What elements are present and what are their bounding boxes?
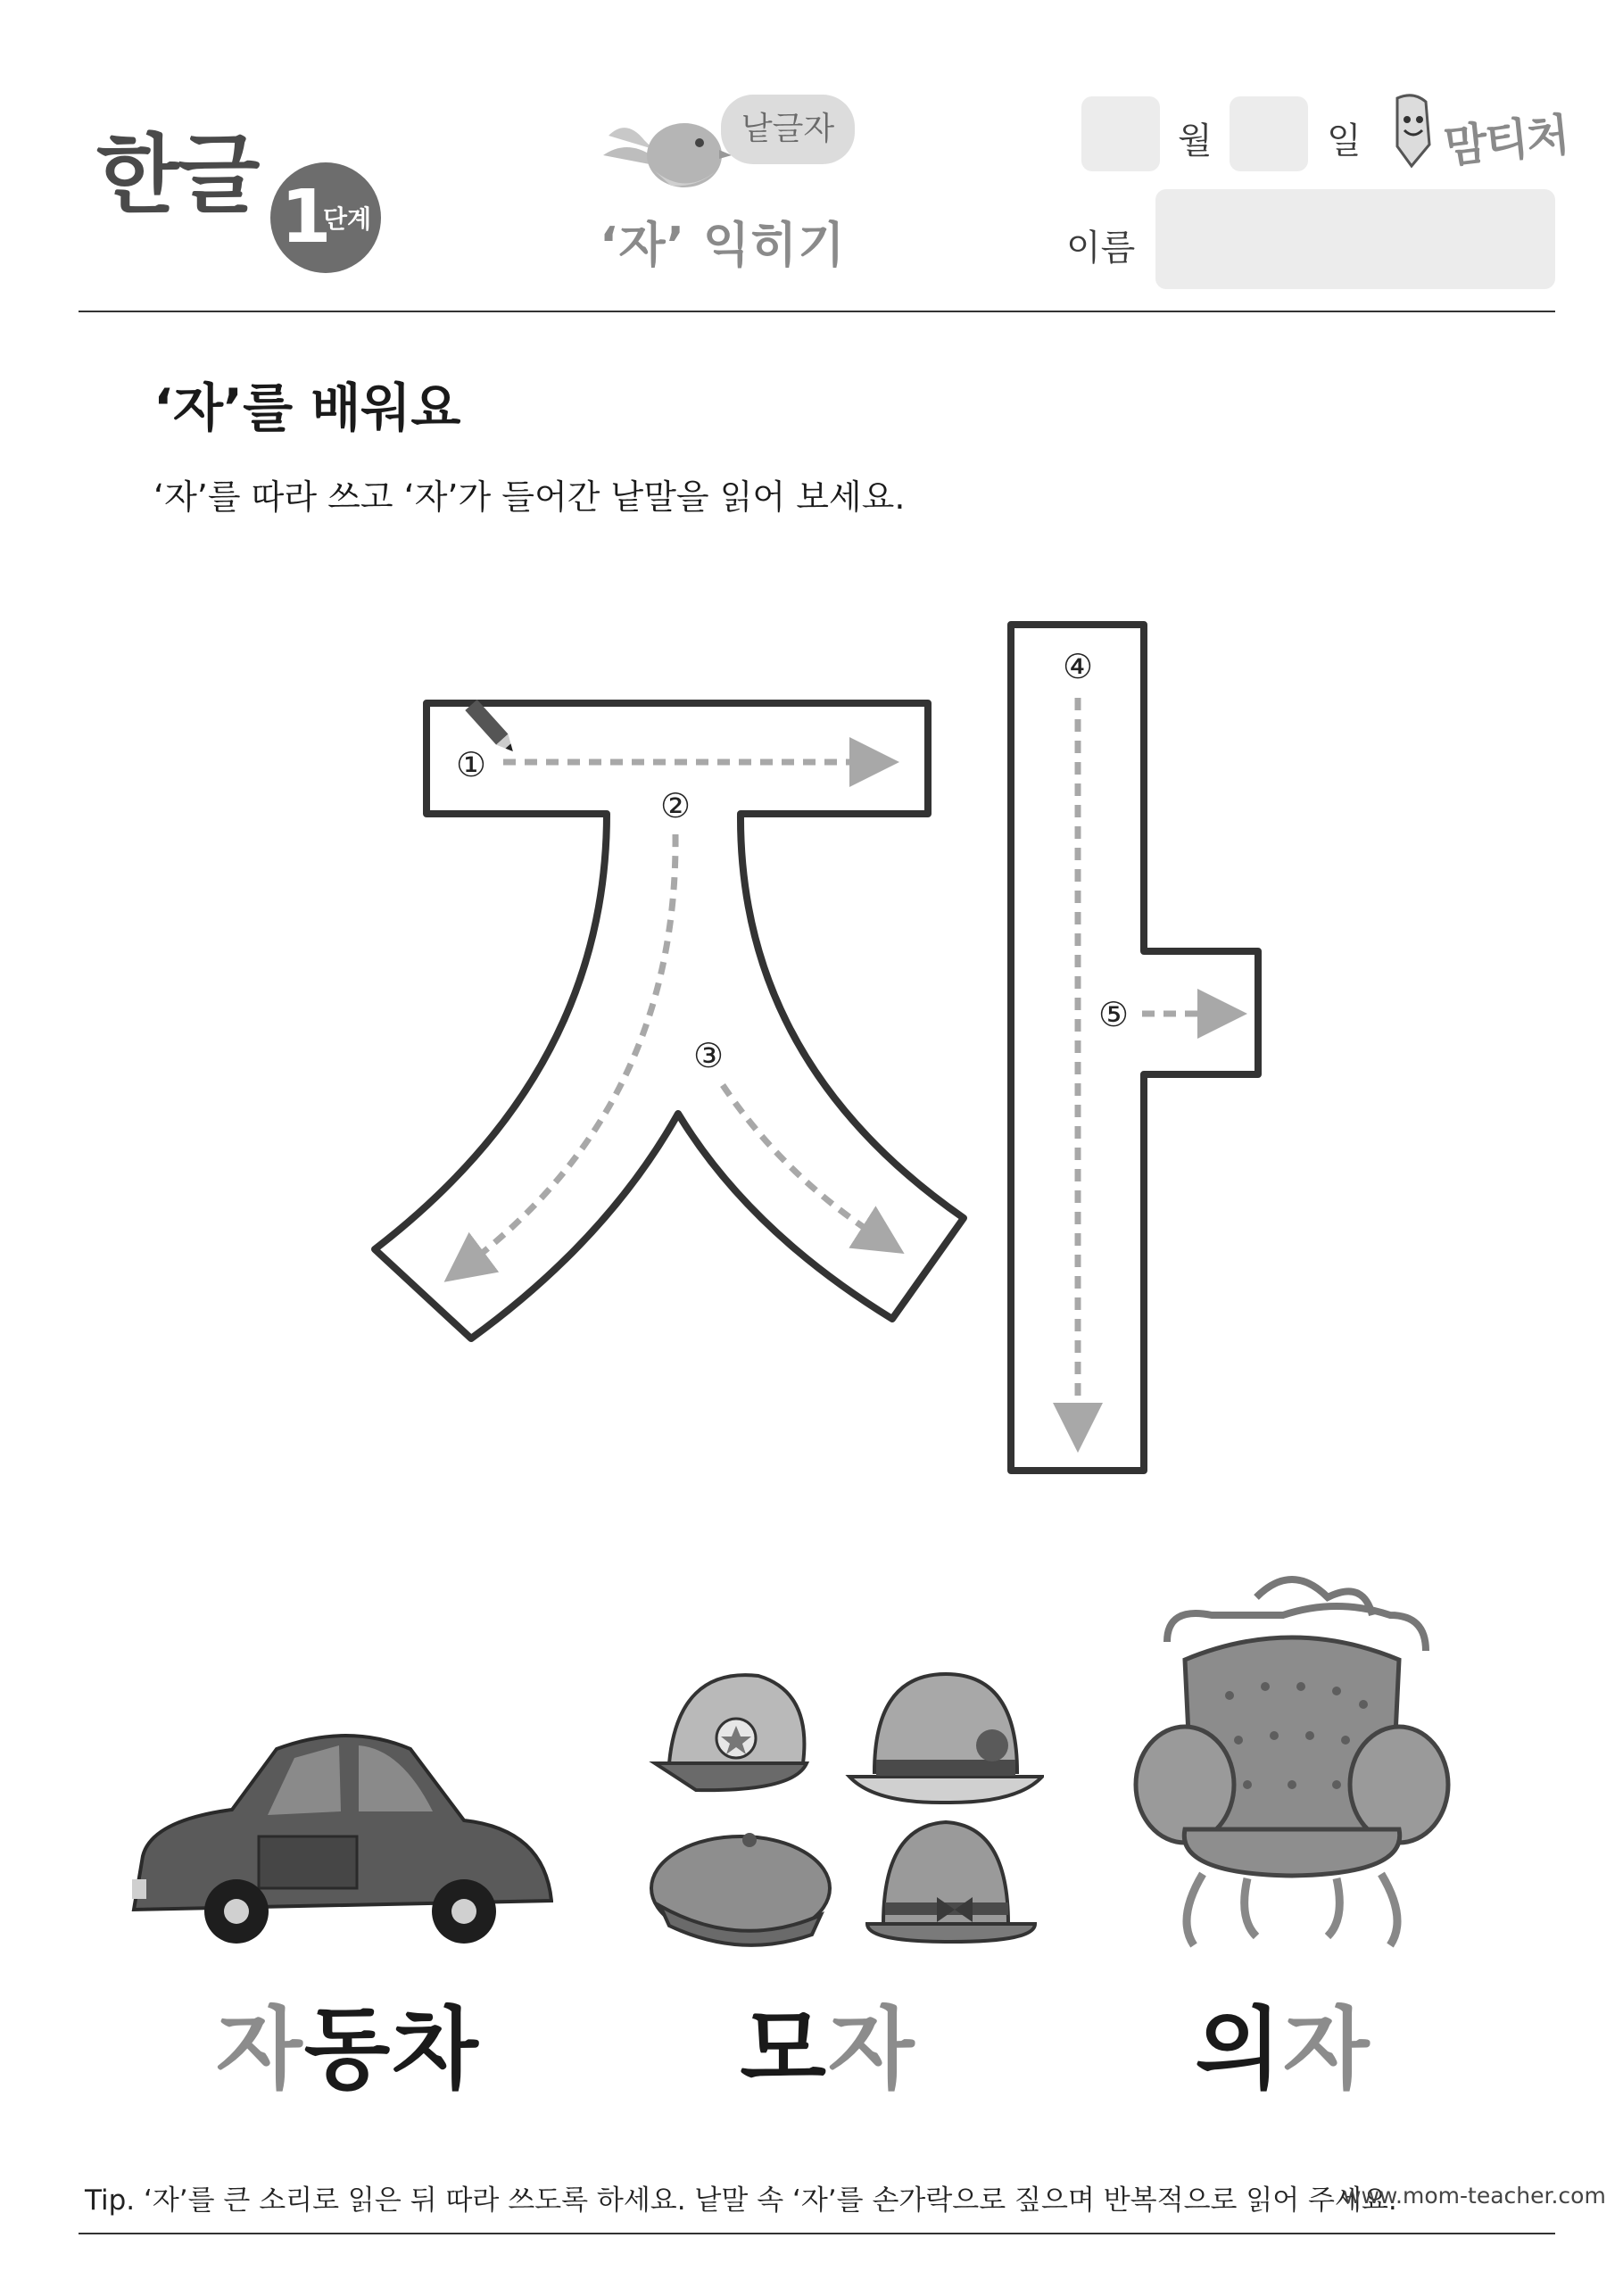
stroke-number-5: ⑤: [1097, 995, 1130, 1034]
word-prefix: 의: [1195, 1997, 1283, 2101]
word-rest: 동차: [303, 1997, 480, 2101]
footer-divider: [79, 2233, 1555, 2234]
baseball-cap: [655, 1675, 807, 1790]
word-uija: [1096, 1977, 1470, 2106]
word-highlight-syllable: 자: [828, 1997, 916, 2101]
month-label: 월: [1178, 120, 1213, 162]
workbook-title: 한글: [96, 125, 259, 225]
step-label: 단계: [323, 204, 372, 234]
stroke-number-4: ④: [1062, 647, 1094, 686]
car-illustration: [125, 1722, 553, 1945]
stroke-number-3: ③: [692, 1036, 725, 1075]
newsboy-cap: [651, 1833, 830, 1945]
tip-text: Tip. ‘자’를 큰 소리로 읽은 뒤 따라 쓰도록 하세요. 낱말 속 ‘자’를 손가락으로 짚으며 반복적으로 읽어 주세요.: [85, 2184, 1397, 2217]
word-highlight-syllable: 자: [1283, 1997, 1371, 2101]
stroke-number-1: ①: [455, 745, 487, 784]
lesson-heading: ‘자’를 배워요: [153, 377, 461, 438]
word-jadongcha: [161, 1977, 535, 2106]
page-subtitle: ‘자’ 익히기: [600, 217, 846, 273]
day-label: 일: [1327, 120, 1362, 162]
name-label: 이름: [1066, 228, 1136, 269]
lesson-instruction: ‘자’를 따라 쓰고 ‘자’가 들어간 낱말을 읽어 보세요.: [153, 477, 906, 517]
fedora-hat: [867, 1822, 1035, 1942]
brand-logo-text: 맘티처: [1441, 108, 1570, 174]
cloche-hat: [849, 1674, 1042, 1803]
category-pill: 낱글자: [721, 95, 855, 164]
word-prefix: 모: [740, 1997, 828, 2101]
word-highlight-syllable: 자: [216, 1997, 304, 2101]
step-number: 1: [280, 175, 332, 260]
word-moja: [641, 1977, 1015, 2106]
stroke-number-2: ②: [659, 786, 691, 825]
hats-illustration: [642, 1656, 1044, 1960]
a-vowel-outline: [1011, 625, 1258, 1471]
armchair-illustration: [1131, 1562, 1453, 1972]
website-link[interactable]: www.mom-teacher.com: [1343, 2183, 1606, 2209]
